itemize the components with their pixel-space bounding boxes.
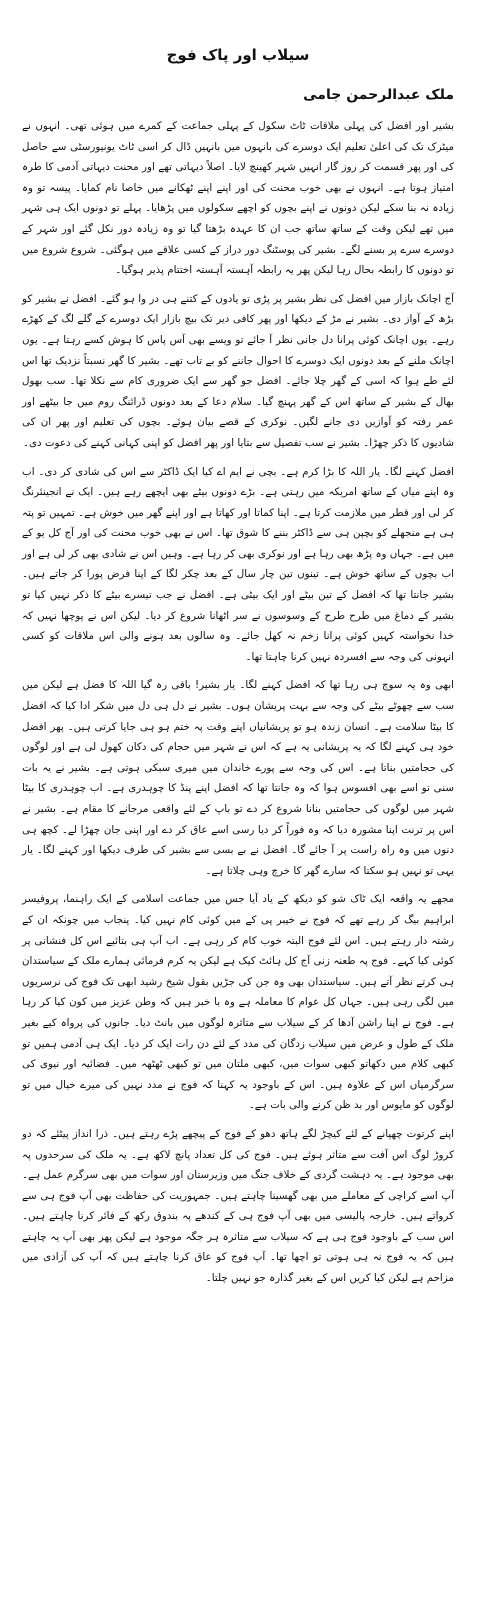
paragraph: افضل کہنے لگا۔ یار اللہ کا بڑا کرم ہے۔ بچی نے ایم اے کیا ایک ڈاکٹر سے اس کی شادی کر دی۔ اب وہ اپنے میاں کے ساتھ امریکہ میں رہتی ہے۔ بڑے دونوں بیٹے بھی ایچھے رہے ہیں۔ ایک نے انجینئرنگ کر لی اور قطر میں ملازمت کرتا ہے۔ اپنا کماتا اور کھاتا ہے اور اپنے گھر میں خوش ہے۔ تمہیں تو پتہ ہی ہے منجھلے کو بچپن ہی سے ڈاکٹر بننے کا شوق تھا۔ اس نے بھی خوب محنت کی اور آج کل یو کے میں ہے۔ جہاں وہ پڑھ بھی رہا ہے اور نوکری بھی کر رہا ہے۔ وہیں اس نے شادی بھی کر لی ہے اور اب بچوں کے ساتھ خوش ہے۔ تینوں تین چار سال کے بعد چکر لگا کے اپنا فرض پورا کر جاتے ہیں۔ بشیر جانتا تھا کہ افضل کے تین بیٹے اور ایک بیٹی ہے۔ افضل نے جب تیسرے بیٹے کا ذکر نہیں کیا تو بشیر کے دماغ میں طرح طرح کے وسوسوں نے سر اٹھانا شروع کر دیا۔ لیکن اس نے پوچھا نہیں کہ خدا نخواستہ کہیں کوئی پرانا زخم نہ کھل جائے۔ وہ سالوں بعد ہونے والی اس ملاقات کو کسی انہونی کی وجہ سے افسردہ نہیں کرنا چاہتا تھا۔ (22, 465, 454, 663)
paragraph: اپنے کرتوت چھپانے کے لئے کیچڑ لگے ہاتھ دھو کے فوج کے پیچھے پڑے رہتے ہیں۔ ذرا انداز پیٹئے کہ دو کروڑ لوگ اس آفت سے متاثر ہوئے ہیں۔ فوج کی کل تعداد پانچ لاکھ ہے۔ یہ ملک کی سرحدوں پہ بھی موجود ہے۔ یہ دہشت گردی کے خلاف جنگ میں وزیرستان اور سوات میں بھی سرگرم عمل ہے۔ آپ اسے کراچی کے معاملے میں بھی گھسینا چاہتے ہیں۔ جمہوریت کی حفاظت بھی آپ فوج ہی سے کرواتے ہیں۔ خارجہ پالیسی میں بھی آپ فوج ہی کے کندھے پہ بندوق رکھ کے فائر کرنا چاہتے ہیں۔ اس سب کے باوجود فوج ہی ہے کہ سیلاب سے متاثرہ ہر جگہ موجود ہے لیکن پھر بھی آپ یہ چاہتے ہیں کہ یہ فوج نہ ہی ہوتی تو اچھا تھا۔ آپ فوج کو عاق کرنا چاہتے ہیں کہ آپ کی آزادی میں مزاحم ہے لیکن کیا کریں اس کے بغیر گذارہ جو نہیں چلتا۔ (22, 1127, 454, 1285)
paragraph: آج اچانک بازار میں افضل کی نظر بشیر پر پڑی تو یادوں کے کتنے ہی در وا ہو گئے۔ افضل نے بشیر کو بڑھ کے آواز دی۔ بشیر نے مڑ کے دیکھا اور پھر کافی دیر تک بیچ بازار ایک دوسرے کے گلے لگ کے کھڑے رہے۔ یوں اچانک کوئی پرانا دل جانی نظر آ جائے تو ویسے بھی آس پاس کا ہوش کسے رہتا ہے۔ یوں اچانک ملنے کے بعد دونوں ایک دوسرے کا احوال جاننے کو بے تاب تھے۔ بشیر کا گھر نسبتاً نزدیک تھا اس لئے طے ہوا کہ اسی کے گھر چلا جائے۔ افضل جو گھر سے ایک ضروری کام سے نکلا تھا۔ سب بھول بھال کے بشیر کے ساتھ اس کے گھر پہنچ گیا۔ سلام دعا کے بعد دونوں ڈرائنگ روم میں جا بیٹھے اور عمر رفتہ کو آوازیں دی جانے لگیں۔ نوکری کے قصے بیان ہوئے۔ بچوں کی تعلیم اور پھر ان کی شادیوں کا ذکر چھڑا۔ بشیر نے سب تفصیل سے بتایا اور پھر افضل کو اپنی کہانی کہنے کی دعوت دی۔ (22, 292, 454, 449)
article-author: ملک عبدالرحمن جامی (303, 87, 454, 103)
paragraph: بشیر اور افضل کی پہلی ملاقات ٹاٹ سکول کے پہلی جماعت کے کمرے میں ہوئی تھی۔ انہوں نے میٹرک تک کی اعلیٰ تعلیم ایک دوسرے کی بانہوں میں بانہیں ڈال کر اسی ٹاٹ یونیورسٹی سے حاصل کی اور پھر قسمت کر روز گار انہیں شہر کھینچ لایا۔ اصلاً دیہاتی تھے اور محنت دیہاتی آدمی کا طرہ امتیاز ہوتا ہے۔ انہوں نے بھی خوب محنت کی اور اپنے اپنے ٹھکانے میں خاصا نام کمایا۔ پیسہ تو وہ زیادہ نہ بنا سکے لیکن دونوں نے اپنے بچوں کو اچھے سکولوں میں پڑھایا۔ پہلے تو دونوں ایک ہی شہر میں تھے لیکن وقت کے ساتھ ساتھ جب ان کا عہدہ بڑھتا گیا تو وہ زیادہ دور نکل گئے اور شہر کے دوسرے سرے پر بسنے لگے۔ بشیر کی پوسٹنگ دور دراز کے کسی علاقے میں ہوگئی۔ شروع شروع میں تو دونوں کا رابطہ بحال رہا لیکن پھر یہ رابطہ آہستہ آہستہ اختتام پذیر ہوگیا۔ (22, 120, 454, 277)
paragraph: مجھے یہ واقعہ ایک ٹاک شو کو دیکھ کے یاد آیا جس میں جماعت اسلامی کے ایک راہنما، پروفیسر ابراہیم بیگ کر رہے تھے کہ فوج نے خیبر پی کے میں کوئی کام نہیں کیا۔ پنجاب میں چونکہ ان کے رشتہ دار رہتے ہیں۔ اس لئے فوج البتہ خوب کام کر رہی ہے۔ اب آپ ہی بتائیے اس کل فنشانی پر کوئی کیا کہے۔ فوج پہ طعنہ زنی آج کل ہائٹ کیک ہے لیکن یہ کرم فرمائی ہمارے ملک کے سیاستدان ہی کرتے نظر آتے ہیں۔ سیاستدان بھی وہ جن کی جڑیں بقول شیخ رشید ابھی تک فوج کی نرسریوں میں لگی رہی ہیں۔ جہاں کل عوام کا معاملہ ہے وہ با خبر ہیں کہ وطن عزیز میں کون کیا کر رہا ہے۔ فوج نے اپنا راشن آدھا کر کے سیلاب سے متاثرہ لوگوں میں بانٹ دیا۔ جانوں کی پرواہ کیے بغیر ملک کے طول و عرض میں سیلاب زدگان کی مدد کے لئے دن رات ایک کر دیا۔ ایک ہی آدمی ہمیں تو کبھی کلام میں دکھاتو کبھی سوات میں، کبھی ملتان میں تو کبھی ٹھٹھہ میں۔ فضائیہ اور نیوی کی سرگرمیاں اس کے علاوہ ہیں۔ اس کے باوجود یہ کہنا کہ فوج نے مدد نہیں کی میرے خیال میں تو لوگوں کو مایوس اور بد ظن کرنے والی بات ہے۔ (22, 893, 454, 1112)
paragraph: ابھی وہ یہ سوچ ہی رہا تھا کہ افضل کہنے لگا۔ یار بشیر! باقی رہ گیا اللہ کا فضل ہے لیکن میں سب سے چھوٹے بیٹے کی وجہ سے بہت پریشان ہوں۔ بشیر نے دل ہی دل میں شکر ادا کیا کہ افضل کا بیٹا سلامت ہے۔ انسان زندہ ہو تو پریشانیاں اپنے وقت پہ ختم ہو ہی جایا کرتی ہیں۔ پھر افضل خود ہی کہنے لگا کہ یہ پریشانی یہ ہے کہ اس نے شہر میں حجام کی دکان کھول لی ہے اور لوگوں کی حجامتیں بناتا ہے۔ اس کی وجہ سے پورے خاندان میں میری سبکی ہوتی ہے۔ بشیر نے یہ بات سنی تو اسے بھی افسوس ہوا کہ وہ جانتا تھا کہ افضل اپنے پنڈ کا چوہدری ہے۔ اب چوہدری کا بیٹا شہر میں لوگوں کی حجامتیں بنانا شروع کر دے تو باپ کے لئے واقعی مرجانے کا مقام ہے۔ بشیر نے اس پر ترنت اپنا مشورہ دیا کہ وہ فوراً کر دیا رسی اسے عاق کر دے اور اپنی جان چھڑا لے۔ کچھ ہی دنوں میں وہ راہ راست پر آ جائے گا۔ افضل نے بے بسی سے بشیر کی طرف دیکھا اور کہنے لگا۔ یار یہی تو نہیں ہو سکتا کہ سارے گھر کا خرچ وہی چلاتا ہے۔ (22, 679, 454, 877)
article-title: سیلاب اور پاک فوج (166, 46, 310, 64)
